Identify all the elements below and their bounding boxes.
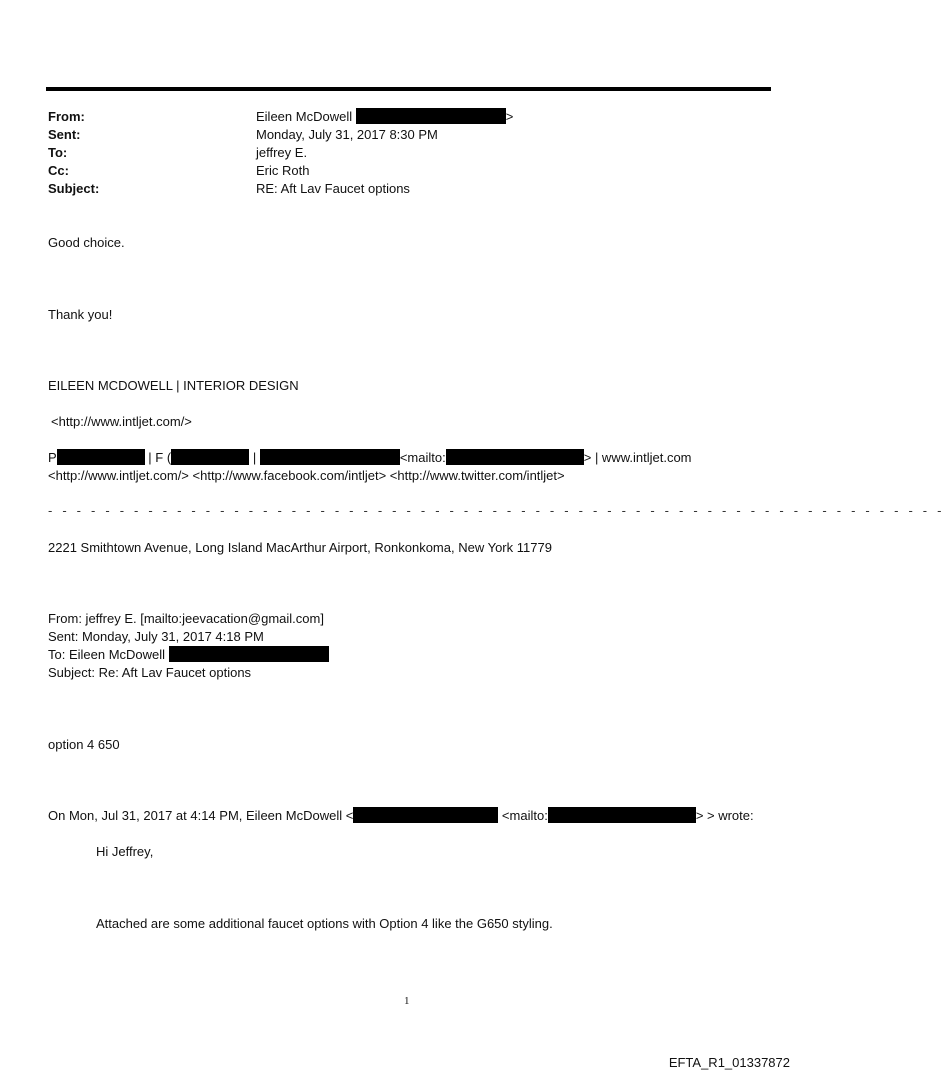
quoted-message: option 4 650 xyxy=(48,737,120,752)
contact-f: | F xyxy=(148,450,164,465)
redaction-box xyxy=(57,449,145,465)
from-bracket: > xyxy=(505,109,514,124)
sent-value: Monday, July 31, 2017 8:30 PM xyxy=(256,127,438,142)
quoted-sent: Sent: Monday, July 31, 2017 4:18 PM xyxy=(48,629,264,644)
redaction-box xyxy=(353,807,498,823)
contact-f-fragment: ( xyxy=(166,450,172,465)
quoted-intro-end: > > wrote: xyxy=(695,808,754,823)
redaction-box xyxy=(356,108,506,124)
signature-dashed-divider: - - - - - - - - - - - - - - - - - - - - - - - - - - - - - - - - - - - - - - - - - - - - - - - - - - - - - - - - - - - - - - - xyxy=(48,503,945,518)
redaction-box xyxy=(260,449,400,465)
body-greeting: Good choice. xyxy=(48,235,125,250)
bates-number: EFTA_R1_01337872 xyxy=(668,1055,790,1070)
subject-label: Subject: xyxy=(48,181,100,196)
quoted-intro-line xyxy=(48,807,754,825)
signature-links-line[interactable]: <http://www.intljet.com/> <http://www.facebook.com/intljet> <http://www.twitter.com/intljet> xyxy=(48,468,565,483)
redaction-box xyxy=(169,646,329,662)
redaction-box xyxy=(171,449,249,465)
from-name: Eileen McDowell xyxy=(256,109,353,124)
signature-site-link[interactable]: <http://www.intljet.com/> xyxy=(51,414,192,429)
quoted-intro-start: On Mon, Jul 31, 2017 at 4:14 PM, Eileen McDowell < xyxy=(48,808,354,823)
cc-label: Cc: xyxy=(48,163,69,178)
signature-name-title: EILEEN MCDOWELL | INTERIOR DESIGN xyxy=(48,378,299,393)
quoted-attachment-message: Attached are some additional faucet options with Option 4 like the G650 styling. xyxy=(96,916,553,931)
quoted-to: To: Eileen McDowell xyxy=(48,647,166,662)
cc-value: Eric Roth xyxy=(256,163,310,178)
contact-close[interactable]: > | www.intljet.com xyxy=(583,450,692,465)
header-rule xyxy=(46,87,771,91)
quoted-greeting: Hi Jeffrey, xyxy=(96,844,154,859)
contact-sep: | xyxy=(252,450,257,465)
quoted-intro-mailto[interactable]: <mailto: xyxy=(501,808,548,823)
to-value: jeffrey E. xyxy=(256,145,308,160)
quoted-to-row xyxy=(48,646,329,664)
contact-p: P xyxy=(48,450,57,465)
sent-label: Sent: xyxy=(48,127,81,142)
body-thanks: Thank you! xyxy=(48,307,113,322)
contact-mailto[interactable]: <mailto: xyxy=(399,450,446,465)
signature-contact-line xyxy=(48,449,692,467)
from-value xyxy=(256,108,513,126)
quoted-subject: Subject: Re: Aft Lav Faucet options xyxy=(48,665,252,680)
quoted-from: From: jeffrey E. [mailto:jeevacation@gmail.com] xyxy=(48,611,324,626)
redaction-box xyxy=(446,449,584,465)
signature-address: 2221 Smithtown Avenue, Long Island MacArthur Airport, Ronkonkoma, New York 11779 xyxy=(48,540,552,555)
page-number: 1 xyxy=(404,995,410,1007)
redaction-box xyxy=(548,807,696,823)
subject-value: RE: Aft Lav Faucet options xyxy=(256,181,410,196)
to-label: To: xyxy=(48,145,68,160)
from-label: From: xyxy=(48,109,85,124)
